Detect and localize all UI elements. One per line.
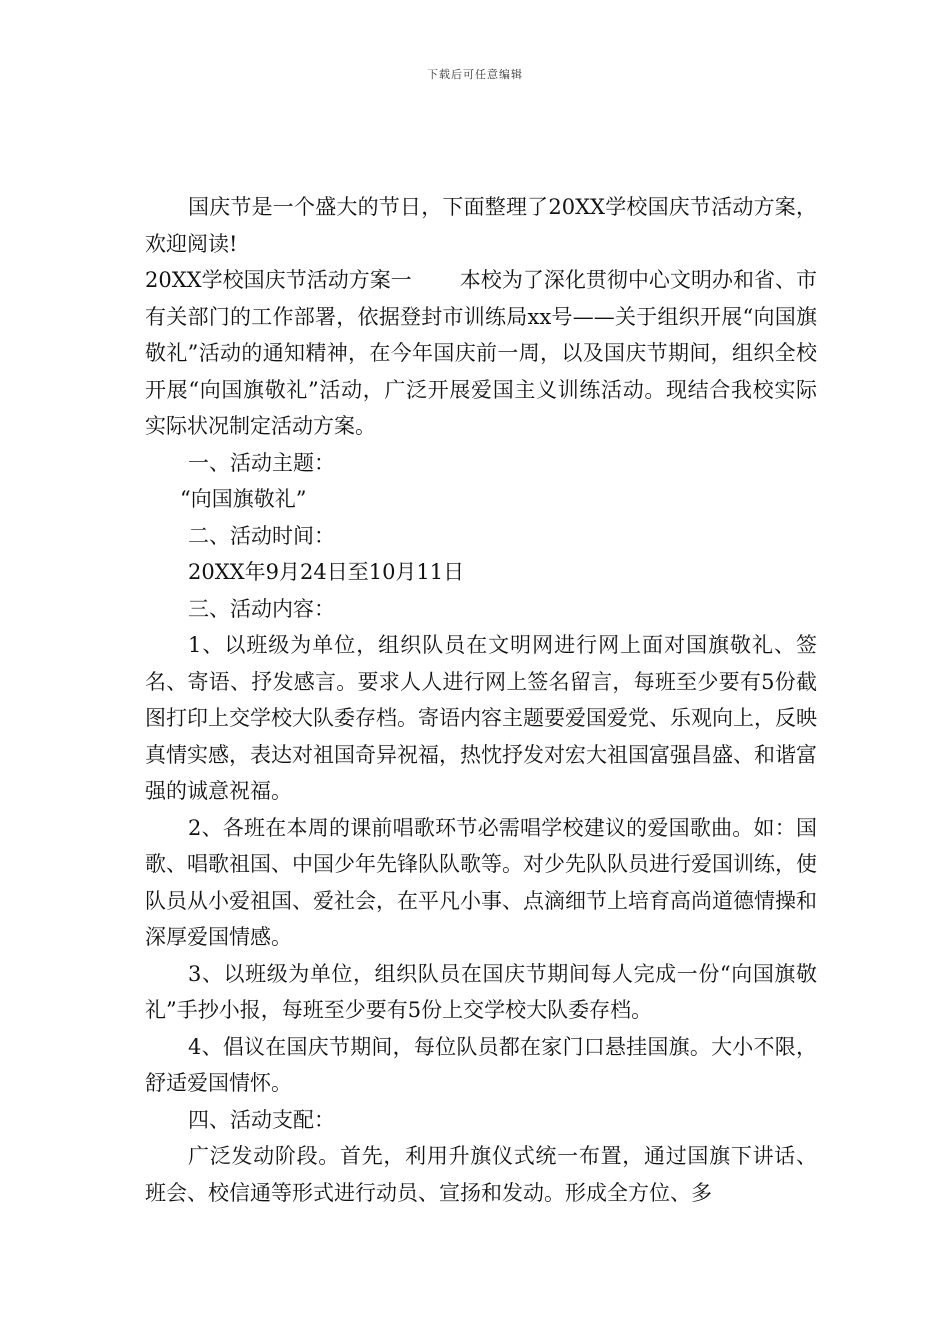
document-body xyxy=(145,189,817,1211)
plan-intro-text: 本校为了深化贯彻中心文明办和省、市有关部门的工作部署，依据登封市训练局xx号——关于组织开展“向国旗敬礼”活动的通知精神，在今年国庆前一周，以及国庆节期间，组织全校开展“向国旗敬礼”活动，广泛开展爱国主义训练活动。现结合我校实际实际状况制定活动方案。 xyxy=(145,268,818,438)
content-item-2: 2、各班在本周的课前唱歌环节必需唱学校建议的爱国歌曲。如：国歌、唱歌祖国、中国少年先锋队队歌等。对少先队队员进行爱国训练，使队员从小爱祖国、爱社会，在平凡小事、点滴细节上培育高尚道德情操和深厚爱国情感。 xyxy=(145,815,817,949)
page-header: 下载后可任意编辑 xyxy=(427,68,523,81)
section-heading-time: 二、活动时间： xyxy=(188,523,335,548)
section-heading-content: 三、活动内容： xyxy=(188,596,335,621)
section-heading-arrangement: 四、活动支配： xyxy=(188,1107,335,1132)
content-item-4: 4、倡议在国庆节期间，每位队员都在家门口悬挂国旗。大小不限，舒适爱国情怀。 xyxy=(145,1034,817,1095)
theme-value: “向国旗敬礼” xyxy=(180,487,307,511)
content-item-1: 1、以班级为单位，组织队员在文明网进行网上面对国旗敬礼、签名、寄语、抒发感言。要求人人进行网上签名留言，每班至少要有5份截图打印上交学校大队委存档。寄语内容主题要爱国爱党、乐观向上，反映真情实感，表达对祖国奇异祝福，热忱抒发对宏大祖国富强昌盛、和谐富强的诚意祝福。 xyxy=(145,633,817,803)
plan-title: 20XX学校国庆节活动方案一 xyxy=(145,268,412,292)
plan-paragraph xyxy=(145,262,817,445)
arrangement-paragraph: 广泛发动阶段。首先，利用升旗仪式统一布置，通过国旗下讲话、班会、校信通等形式进行动员、宣扬和发动。形成全方位、多 xyxy=(145,1144,817,1205)
time-value: 20XX年9月24日至10月11日 xyxy=(188,560,465,584)
content-item-3: 3、以班级为单位，组织队员在国庆节期间每人完成一份“向国旗敬礼”手抄小报，每班至少要有5份上交学校大队委存档。 xyxy=(145,961,817,1022)
intro-paragraph: 国庆节是一个盛大的节日，下面整理了20XX学校国庆节活动方案，欢迎阅读! xyxy=(145,195,817,256)
section-heading-theme: 一、活动主题： xyxy=(188,450,335,475)
